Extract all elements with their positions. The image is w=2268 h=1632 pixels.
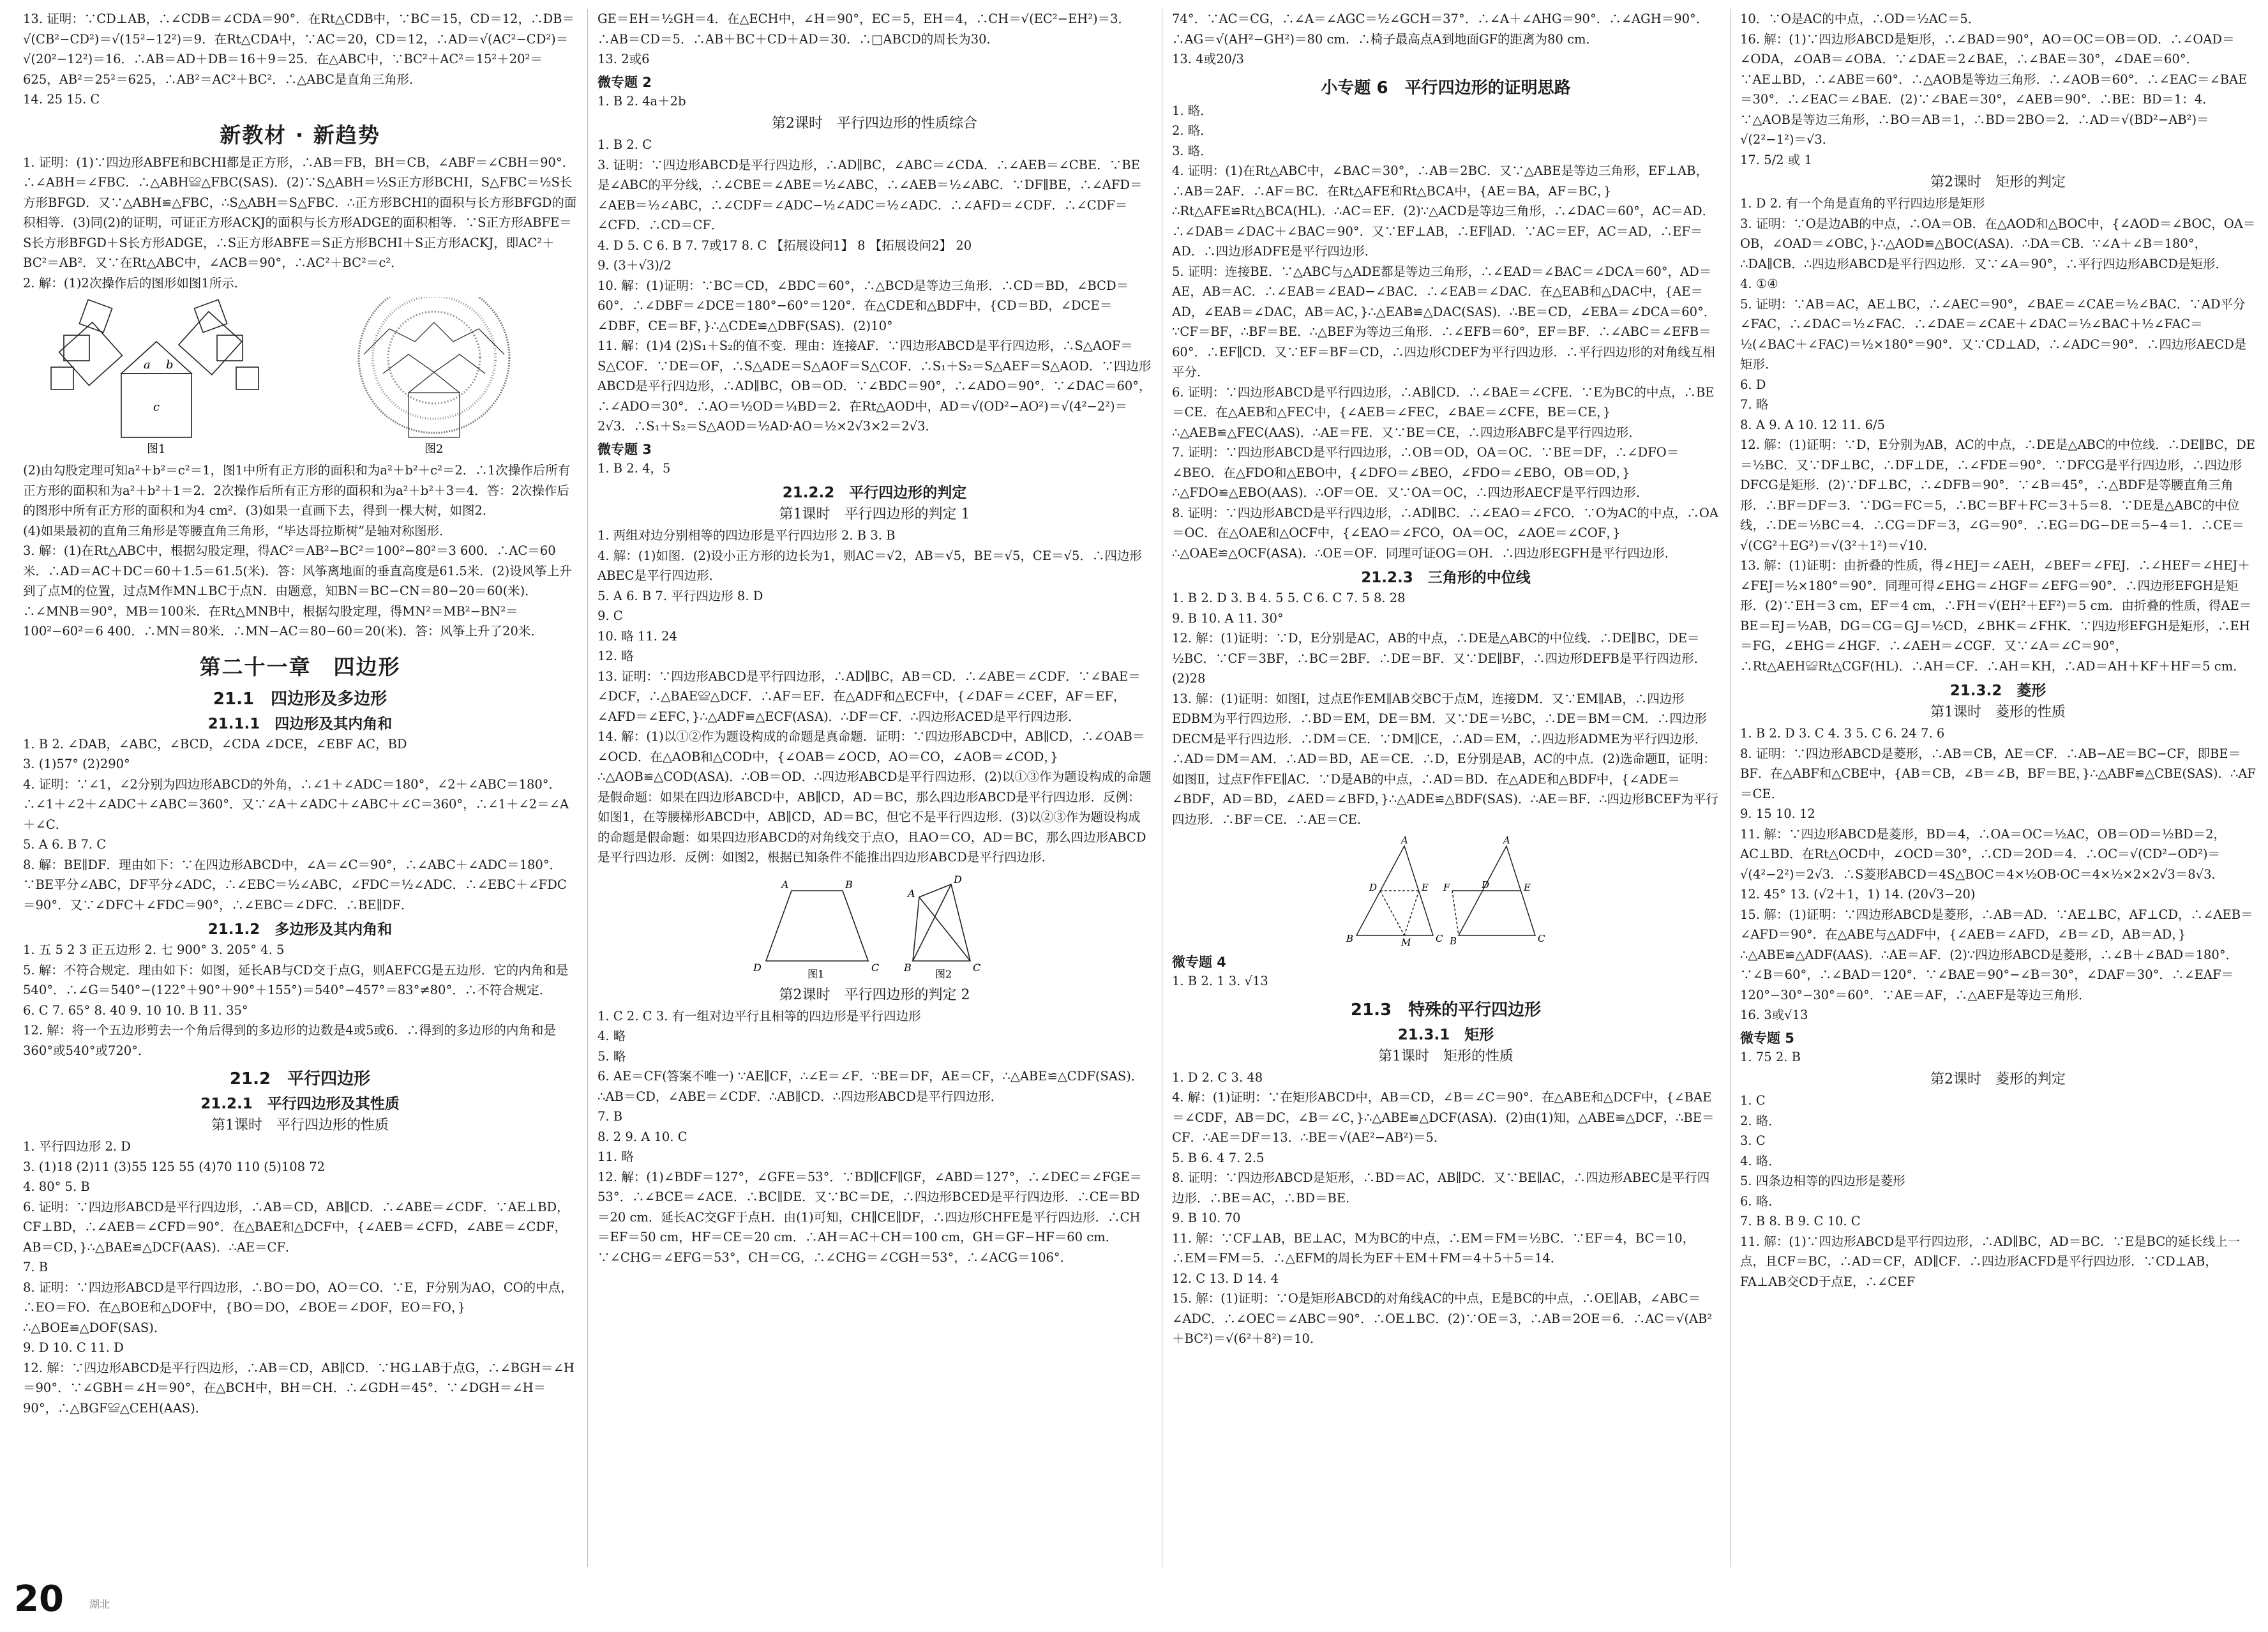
answer-block bbox=[597, 9, 1152, 70]
answer-line: 3. (1)18 (2)11 (3)55 125 55 (4)70 110 (5)108 72 bbox=[23, 1159, 326, 1174]
answer-block bbox=[1740, 9, 2256, 170]
answer-block bbox=[1172, 9, 1720, 70]
answer-line: 1. B 2. D 3. B 4. 5 5. C 6. C 7. 5 8. 28 bbox=[1172, 591, 1406, 605]
answer-block bbox=[23, 734, 577, 916]
column-1 bbox=[19, 9, 581, 1567]
answer-line: 2. 略． bbox=[1740, 1113, 1781, 1128]
midline-figures bbox=[1344, 833, 1548, 948]
subsection-heading: 21.2.2 平行四边形的判定 bbox=[782, 485, 967, 501]
subsection-heading: 21.2.1 平行四边形及其性质 bbox=[200, 1096, 400, 1112]
answer-line: 1. D 2. 有一个角是直角的平行四边形是矩形 bbox=[1740, 196, 1985, 211]
answer-block bbox=[1172, 1068, 1720, 1349]
answer-block bbox=[1172, 971, 1720, 992]
lesson-heading: 第1课时 平行四边形的性质 bbox=[211, 1117, 389, 1133]
point-label: A bbox=[908, 887, 915, 900]
answer-line: 9. C bbox=[597, 608, 623, 623]
answer-line: 8. 证明：∵四边形ABCD是菱形，∴AB＝CB，AE＝CF．∴AB−AE＝BC−CF，即BE＝BF．在△ABF和△CBE中，{AB＝CB，∠B＝∠B，BF＝BE，}∴△ABF≌△CBE(SAS)．∴AF＝CE． bbox=[1740, 746, 2256, 801]
answer-line: 1. B 2. 4a＋2b bbox=[597, 93, 686, 109]
lesson-heading: 第1课时 菱形的性质 bbox=[1930, 704, 2066, 720]
answer-line: 5. 证明：连接BE．∵△ABC与△ADE都是等边三角形，∴∠EAD＝∠BAC＝∠DCA＝60°，AD＝AE，AB＝AC．∴∠EAB＝∠EAD−∠BAC．∴∠EAB＝∠DAC．在△EAB和△DAC中，{AE＝AD，∠EAB＝∠DAC，AB＝AC，}∴△EAB≌△DAC(SAS)．∴BE＝CD，∠EBA＝∠DCA＝60°．∵CF＝BF，∴BF＝BE．∴△BEF为等边三角形．∴∠EFB＝60°，EF＝BF．∴∠ABC＝∠EFB＝60°．∴EF∥CD．又∵EF＝BF＝CD，∴四边形CDEF为平行四边形．∴平行四边形的对角线互相平分． bbox=[1172, 264, 1716, 379]
answer-line: 2. 解：(1)2次操作后的图形如图1所示． bbox=[23, 275, 247, 291]
answer-line: 6. C 7. 65° 8. 40 9. 10 10. B 11. 35° bbox=[23, 1002, 248, 1018]
answer-line: 13. 解：(1)证明：由折叠的性质，得∠HEJ＝∠AEH，∠BEF＝∠FEJ．∴∠HEF＝∠HEJ＋∠FEJ＝½×180°＝90°．同理可得∠EHG＝∠HGF＝∠EFG＝90°．∴四边形EFGH是矩形．(2)∵EH＝3 cm，EF＝4 cm，∴FH＝√(EH²＋EF²)＝5 cm．由折叠的性质，得AE＝BE＝EJ＝½AB，DG＝CG＝GJ＝½CD，∠BHK＝∠FHK．∵四边形EFGH是矩形，∴EH＝FG，∠EHG＝∠HGF．∴∠AEH＝∠CGF．又∵∠A＝∠C＝90°，∴Rt△AEH≌Rt△CGF(HL)．∴AH＝CF．∴AH＝KH，∴AD＝AH＋KF＋HF＝5 cm． bbox=[1740, 558, 2252, 674]
answer-line: 10. 略 11. 24 bbox=[597, 628, 677, 644]
answer-line: 4. 证明：∵∠1，∠2分别为四边形ABCD的外角，∴∠1＋∠ADC＝180°，∠2＋∠ABC＝180°．∴∠1＋∠2＋∠ADC＋∠ABC＝360°．又∵∠A＋∠ADC＋∠ABC＋∠C＝360°，∴∠1＋∠2＝∠A＋∠C． bbox=[23, 776, 569, 832]
point-label: C bbox=[1538, 933, 1545, 944]
answer-line: 1. B 2. C bbox=[597, 137, 652, 152]
column-2 bbox=[594, 9, 1155, 1567]
point-label: D bbox=[1369, 882, 1378, 893]
answer-line: 4. 解：(1)如图．(2)设小正方形的边长为1，则AC＝√2，AB＝√5，BE＝√5，CE＝√5．∴四边形ABEC是平行四边形． bbox=[597, 548, 1142, 583]
answer-line: 8. A 9. A 10. 12 11. 6/5 bbox=[1740, 417, 1885, 432]
label-c: c bbox=[153, 400, 160, 414]
answer-line: 8. 证明：∵四边形ABCD是平行四边形，∴AD∥BC．∴∠EAO＝∠FCO．∵O为AC的中点，∴OA＝OC．在△OAE和△OCF中，{∠EAO＝∠FCO，OA＝OC，∠AOE＝∠COF，}∴△OAE≌△OCF(ASA)．∴OE＝OF．同理可证OG＝OH．∴四边形EGFH是平行四边形． bbox=[1172, 505, 1718, 561]
lesson-heading: 第2课时 菱形的判定 bbox=[1930, 1071, 2066, 1087]
answer-line: 12. 解：将一个五边形剪去一个角后得到的多边形的边数是4或5或6．∴得到的多边形的内角和是360°或540°或720°． bbox=[23, 1023, 556, 1058]
answer-line: 1. B 2. D 3. C 4. 3 5. C 6. 24 7. 6 bbox=[1740, 726, 1945, 741]
answer-line: 13. 证明：∵CD⊥AB，∴∠CDB＝∠CDA＝90°．在Rt△CDB中，∵BC＝15，CD＝12，∴DB＝√(CB²−CD²)＝√(15²−12²)＝9．在Rt△CDA中，∵AC＝20，CD＝12，∴AD＝√(AC²−CD²)＝√(20²−12²)＝16．∴AB＝AD＋DB＝16＋9＝25．在△ABC中，∵BC²＋AC²＝15²＋20²＝625，AB²＝25²＝625，∴AB²＝AC²＋BC²．∴△ABC是直角三角形． bbox=[23, 11, 575, 87]
section-heading: 21.2 平行四边形 bbox=[229, 1069, 371, 1089]
answer-line: 6. 略． bbox=[1740, 1193, 1781, 1209]
answer-block bbox=[1740, 723, 2256, 1025]
answer-line: GE＝EH＝½GH＝4．在△ECH中，∠H＝90°，EC＝5，EH＝4，∴CH＝√(EC²−EH²)＝3．∴AB＝CD＝5．∴AB＋BC＋CD＋AD＝30．∴□ABCD的周长为30． bbox=[597, 11, 1131, 47]
answer-line: (2)由勾股定理可知a²＋b²＝c²＝1，图1中所有正方形的面积和为a²＋b²＋c²＝2．∴1次操作后所有正方形的面积和为a²＋b²＋1＝2．2次操作后所有正方形的面积和为a²＋b²＋3＝4．答：2次操作后的图形中所有正方形的面积和为4 cm²．(3)如果一直画下去，得到一棵大树，如图2． bbox=[23, 463, 571, 518]
answer-line: 8. 证明：∵四边形ABCD是平行四边形，∴BO＝DO，AO＝CO．∵E，F分别为AO，CO的中点，∴EO＝FO．在△BOE和△DOF中，{BO＝DO，∠BOE＝∠DOF，EO＝FO，}∴△BOE≌△DOF(SAS)． bbox=[23, 1280, 573, 1335]
answer-block bbox=[1740, 1091, 2256, 1292]
answer-block bbox=[1740, 1047, 2256, 1068]
caption-figure-2: 图2 bbox=[935, 967, 952, 980]
micro-topic-heading: 微专题 3 bbox=[597, 441, 652, 457]
point-label: C bbox=[973, 961, 981, 974]
column-divider bbox=[587, 9, 588, 1567]
lesson-heading: 第1课时 矩形的性质 bbox=[1378, 1048, 1513, 1064]
answer-block bbox=[597, 135, 1152, 437]
answer-block bbox=[23, 9, 577, 110]
answer-line: 5. 证明：∵AB＝AC，AE⊥BC，∴∠AEC＝90°，∠BAE＝∠CAE＝½∠BAC．∵AD平分∠FAC，∴∠DAC＝½∠FAC．∴∠DAE＝∠CAE＋∠DAC＝½∠BAC＋½∠FAC＝½(∠BAC＋∠FAC)＝½×180°＝90°．又∵CD⊥AD，∴∠ADC＝90°．∴四边形AECD是矩形． bbox=[1740, 296, 2247, 372]
answer-line: 4. 略． bbox=[1740, 1153, 1781, 1168]
figure-trapezoid bbox=[766, 891, 868, 961]
point-label: A bbox=[781, 878, 789, 891]
answer-line: 14. 解：(1)以①②作为题设构成的命题是真命题．证明：∵四边形ABCD中，AB∥CD，∴∠OAB＝∠OCD．在△AOB和△COD中，{∠OAB＝∠OCD，AO＝CO，∠AOB＝∠COD，}∴△AOB≌△COD(ASA)．∴OB＝OD．∴四边形ABCD是平行四边形．(2)以①③作为题设构成的命题是假命题：如果在四边形ABCD中，AB∥CD，AD＝BC，那么四边形ABCD是平行四边形．反例：如图1，在等腰梯形ABCD中，AB∥CD，AD＝BC，但它不是平行四边形．(3)以②③作为题设构成的命题是假命题：如果四边形ABCD的对角线交于点O，且AO＝CO，AD＝BC，那么四边形ABCD是平行四边形．反例：如图2，根据已知条件不能推出四边形ABCD是平行四边形． bbox=[597, 729, 1152, 865]
column-4 bbox=[1736, 9, 2260, 1567]
answer-line: 15. 解：(1)证明：∵四边形ABCD是菱形，∴AB＝AD．∵AE⊥BC，AF⊥CD，∴∠AEB＝∠AFD＝90°．在△ABE与△ADF中，{∠AEB＝∠AFD，∠B＝∠D，AB＝AD，}∴△ABE≌△ADF(AAS)．∴AE＝AF．(2)∵四边形ABCD是菱形，∴∠B＋∠BAD＝180°．∵∠B＝60°，∴∠BAD＝120°．∵∠BAE＝90°−∠B＝30°，∠DAF＝30°．∴∠EAF＝120°−30°−30°＝60°．∵AE＝AF，∴△AEF是等边三角形． bbox=[1740, 907, 2253, 1002]
answer-line: 7. 略 bbox=[1740, 397, 1769, 412]
answer-block bbox=[23, 460, 577, 642]
subsection-heading: 21.3.1 矩形 bbox=[1397, 1026, 1494, 1043]
answer-line: 6. AE＝CF(答案不唯一) ∵AE∥CF，∴∠E＝∠F．∵BE＝DF，AE＝CF，∴△ABE≌△CDF(SAS)．∴AB＝CD，∠ABE＝∠CDF．∴AB∥CD．∴四边形ABCD是平行四边形． bbox=[597, 1069, 1144, 1104]
answer-line: 1. 五 5 2 3 正五边形 2. 七 900° 3. 205° 4. 5 bbox=[23, 942, 285, 957]
answer-line: 1. C bbox=[1740, 1093, 1766, 1108]
figure-quadrilateral bbox=[913, 884, 970, 961]
answer-line: 10．∵O是AC的中点，∴OD＝½AC＝5． bbox=[1740, 11, 1981, 26]
answer-block bbox=[23, 153, 577, 294]
micro-topic-heading: 微专题 4 bbox=[1172, 955, 1226, 970]
answer-block bbox=[597, 458, 1152, 479]
answer-line: 3. C bbox=[1740, 1133, 1766, 1148]
point-label: A bbox=[1401, 835, 1408, 846]
point-label: D bbox=[753, 961, 762, 974]
answer-line: 1. B 2. 1 3. √13 bbox=[1172, 974, 1268, 988]
figure-1 bbox=[51, 299, 259, 437]
point-label: B bbox=[904, 961, 912, 974]
answer-line: 9. B 10. A 11. 30° bbox=[1172, 610, 1284, 626]
answer-line: 10. 解：(1)证明：∵BC＝CD，∠BDC＝60°，∴△BCD是等边三角形．∴CD＝BD，∠BCD＝60°．∴∠DBF＝∠DCE＝180°−60°＝120°．在△CDE和△BDF中，{CD＝BD，∠DCE＝∠DBF，CE＝BF，}∴△CDE≌△DBF(SAS)．(2)10° bbox=[597, 278, 1129, 333]
answer-line: 6. D bbox=[1740, 377, 1766, 392]
caption-figure-1: 图1 bbox=[147, 442, 166, 456]
answer-line: 7. B bbox=[597, 1109, 623, 1124]
point-label: C bbox=[1436, 933, 1443, 944]
answer-line: 11. 解：(1)4 (2)S₁＋S₂的值不变．理由：连接AF．∵四边形ABCD是平行四边形，∴S△AOF＝S△COF．∵DE＝OF，∴S△ADE＝S△AOF＝S△COF．∴S₁＋S₂＝S△AEF＝S△AOD．∵四边形ABCD是平行四边形，∴AD∥BC，OB＝OD．∵∠BDC＝90°，∴∠ADO＝90°．∵∠DAC＝60°，∴∠ADO＝30°．∴AO＝½OD＝¼BD＝2．在Rt△AOD中，AD＝√(OD²−AO²)＝√(4²−2²)＝2√3．∴S₁＋S₂＝S△AOD＝½AD·AO＝½×2√3×2＝2√3． bbox=[597, 338, 1152, 434]
answer-line: (4)如果最初的直角三角形是等腰直角三角形，“毕达哥拉斯树”是轴对称图形． bbox=[23, 523, 452, 538]
answer-block bbox=[1740, 193, 2256, 676]
figure-2 bbox=[359, 297, 509, 437]
answer-line: 4. D 5. C 6. B 7. 7或17 8. C 【拓展设问1】 8 【拓展设问2】 20 bbox=[597, 238, 972, 253]
answer-line: 12. 45° 13. (√2＋1，1) 14. (20√3−20) bbox=[1740, 887, 1976, 902]
answer-line: 5. 四条边相等的四边形是菱形 bbox=[1740, 1174, 1905, 1188]
point-label: C bbox=[871, 961, 880, 974]
region-label: 湖北 bbox=[89, 1598, 110, 1610]
point-label: B bbox=[1346, 933, 1354, 944]
answer-line: 5. A 6. B 7. C bbox=[23, 837, 107, 852]
answer-line: 8. 2 9. A 10. C bbox=[597, 1129, 687, 1144]
answer-line: 12. 略 bbox=[597, 649, 634, 663]
answer-line: 5. 解：不符合规定．理由如下：如图，延长AB与CD交于点G，则AEFCG是五边形．它的内角和是540°．∴∠G＝540°−(122°＋90°＋90°＋155°)＝540°−457°＝83°≠80°．∴不符合规定． bbox=[23, 962, 569, 997]
answer-line: 5. 略 bbox=[597, 1048, 626, 1064]
lesson-heading: 第1课时 平行四边形的判定 1 bbox=[779, 506, 970, 522]
label-b: b bbox=[166, 358, 174, 372]
counterexample-figures bbox=[740, 872, 1009, 980]
answer-line: 1. 略． bbox=[1172, 103, 1213, 118]
answer-line: 13. 证明：∵四边形ABCD是平行四边形，∴AD∥BC，AB＝CD．∴∠ABE＝∠CDF．∵∠BAE＝∠DCF，∴△BAE≌△DCF．∴AF＝EF．在△ADF和△ECF中，{∠DAF＝∠CEF，AF＝EF，∠AFD＝∠EFC，}∴△ADF≌△ECF(ASA)．∴DF＝CF．∴四边形ACED是平行四边形． bbox=[597, 669, 1141, 724]
answer-line: 2. 略． bbox=[1172, 123, 1213, 138]
point-label: D bbox=[1482, 879, 1490, 891]
micro-topic-heading: 微专题 2 bbox=[597, 74, 652, 90]
answer-line: 12. 解：(1)证明：∵D，E分别是AC，AB的中点，∴DE是△ABC的中位线．∴DE∥BC，DE＝½BC．∵CF＝3BF，∴BC＝2BF．∴DE＝BF．又∵DE∥BF，∴四边形DEFB是平行四边形．(2)28 bbox=[1172, 631, 1707, 686]
figure-II bbox=[1452, 846, 1535, 935]
answer-block bbox=[597, 91, 1152, 112]
answer-line: 15. 解：(1)证明：∵O是矩形ABCD的对角线AC的中点，E是BC的中点，∴OE∥AB，∠ABC＝∠ADC．∴∠OEC＝∠ABC＝90°．∴OE⊥BC．(2)∵OE＝3，∴AB＝2OE＝6．∴AC＝√(AB²＋BC²)＝√(6²＋8²)＝10． bbox=[1172, 1291, 1713, 1346]
answer-line: 11. 解：∵四边形ABCD是菱形，BD＝4，∴OA＝OC＝½AC，OB＝OD＝½BD＝2，AC⊥BD．在Rt△OCD中，∠OCD＝30°，∴CD＝2OD＝4．∴OC＝√(CD²−OD²)＝√(4²−2²)＝2√3．∴S菱形ABCD＝4S△BOC＝4×½OB·OC＝4×½×2×2√3＝8√3． bbox=[1740, 826, 2226, 882]
subsection-heading: 21.1.1 四边形及其内角和 bbox=[207, 715, 393, 732]
point-label: A bbox=[1503, 835, 1510, 846]
point-label: M bbox=[1401, 937, 1411, 948]
answer-line: 13. 解：(1)证明：如图Ⅰ，过点E作EM∥AB交BC于点M，连接DM．又∵EM∥AB，∴四边形EDBM为平行四边形．∴BD＝EM，DE＝BM．又∵DE＝½BC，∴DE＝BM＝CM．∴四边形DECM是平行四边形．∴DM＝CE．∵DM∥CE，∴AD＝EM，∴四边形ADME为平行四边形．∴AD＝DM＝AM．∴AD＝BD，AE＝CE．∴D，E分别是AB，AC的中点．(2)选命题Ⅱ，证明：如图Ⅱ，过点F作FE∥AC．∵D是AB的中点，∴AD＝BD．在△ADE和△BDF中，{∠ADE＝∠BDF，AD＝BD，∠AED＝∠BFD，}∴△ADE≌△BDF(SAS)．∴AE＝BF．∴四边形BCEF为平行四边形．∴BF＝CE．∴AE＝CE． bbox=[1172, 691, 1718, 827]
answer-line: 12. 解：∵四边形ABCD是平行四边形，∴AB＝CD，AB∥CD．∵HG⊥AB于点G，∴∠BGH＝∠H＝90°．∵∠GBH＝∠H＝90°，在△BCH中，BH＝CH．∴∠GDH＝45°．∵∠DGH＝∠H＝90°，∴△BGF≌△CEH(AAS)． bbox=[23, 1360, 575, 1416]
answer-line: 6. 证明：∵四边形ABCD是平行四边形，∴AB＝CD，AB∥CD．∴∠ABE＝∠CDF．∵AE⊥BD，CF⊥BD，∴∠AEB＝∠CFD＝90°．在△BAE和△DCF中，{∠AEB＝∠CFD，∠ABE＝∠CDF，AB＝CD，}∴△BAE≌△DCF(AAS)．∴AE＝CF． bbox=[23, 1199, 569, 1255]
answer-block bbox=[1172, 101, 1720, 564]
answer-line: 9. (3＋√3)/2 bbox=[597, 258, 672, 273]
answer-line: 13. 2或6 bbox=[597, 52, 650, 66]
caption-figure-1: 图1 bbox=[807, 967, 825, 980]
page-number: 20 bbox=[14, 1578, 64, 1620]
answer-line: 1. 75 2. B bbox=[1740, 1049, 1801, 1064]
answer-block bbox=[597, 1006, 1152, 1268]
answer-line: 11. 解：∵CF⊥AB，BE⊥AC，M为BC的中点，∴EM＝FM＝½BC．∵EF＝4，BC＝10，∴EM＝FM＝5．∴△EFM的周长为EF＋EM＋FM＝4＋5＋5＝14． bbox=[1172, 1230, 1695, 1266]
answer-line: 3. 证明：∵O是边AB的中点，∴OA＝OB．在△AOD和△BOC中，{∠AOD＝∠BOC，OA＝OB，∠OAD＝∠OBC，}∴△AOD≌△BOC(ASA)．∴DA＝CB．∵∠A＋∠B＝180°，∴DA∥CB．∴四边形ABCD是平行四边形．又∵∠A＝90°，∴平行四边形ABCD是矩形． bbox=[1740, 216, 2256, 271]
answer-block bbox=[597, 525, 1152, 868]
answer-line: 4. ①④ bbox=[1740, 276, 1778, 291]
answer-line: 8. 证明：∵四边形ABCD是矩形，∴BD＝AC，AB∥DC．又∵BE∥AC，∴四边形ABEC是平行四边形．∴BE＝AC，∴BD＝BE． bbox=[1172, 1170, 1710, 1205]
answer-line: 4. 略 bbox=[597, 1029, 626, 1043]
answer-line: 11. 解：(1)∵四边形ABCD是平行四边形，∴AD∥BC，AD＝BC．∵E是BC的延长线上一点，且CF＝BC，∴AD＝CF，AD∥CF．∴四边形ACFD是平行四边形．∵CD⊥AB，FA⊥AB交CD于点E，∴∠CEF bbox=[1740, 1234, 2241, 1289]
answer-line: 13. 4或20/3 bbox=[1172, 52, 1244, 66]
answer-line: 7. B bbox=[23, 1260, 49, 1274]
answer-block bbox=[23, 940, 577, 1061]
answer-line: 3. (1)57° (2)290° bbox=[23, 757, 130, 771]
answer-line: 1. 平行四边形 2. D bbox=[23, 1139, 131, 1154]
answer-line: 74°．∵AC＝CG，∴∠A＝∠AGC＝½∠GCH＝37°．∴∠A＋∠AHG＝90°．∴∠AGH＝90°．∴AG＝√(AH²−GH²)＝80 cm．∴椅子最高点A到地面GF的距离为80 cm． bbox=[1172, 11, 1709, 47]
answer-line: 14. 25 15. C bbox=[23, 92, 100, 107]
point-label: B bbox=[845, 878, 853, 891]
answer-line: 4. 证明：(1)在Rt△ABC中，∠BAC＝30°，∴AB＝2BC．又∵△ABE是等边三角形，EF⊥AB，∴AB＝2AF．∴AF＝BC．在Rt△AFE和Rt△BCA中，{AE＝BA，AF＝BC，}∴Rt△AFE≌Rt△BCA(HL)．∴AC＝EF．(2)∵△ACD是等边三角形，∴∠DAC＝60°，AC＝AD．∴∠DAB＝∠DAC＋∠BAC＝90°．又∵EF⊥AB，∴EF∥AD．∵AC＝EF，AC＝AD，∴EF＝AD．∴四边形ADFE是平行四边形． bbox=[1172, 163, 1715, 259]
answer-line: 5. B 6. 4 7. 2.5 bbox=[1172, 1150, 1265, 1165]
section-heading: 21.3 特殊的平行四边形 bbox=[1350, 1000, 1542, 1020]
answer-line: 9. B 10. 70 bbox=[1172, 1211, 1241, 1225]
answer-line: 5. A 6. B 7. 平行四边形 8. D bbox=[597, 588, 763, 603]
subsection-heading: 21.3.2 菱形 bbox=[1949, 683, 2046, 699]
topic-heading: 小专题 6 平行四边形的证明思路 bbox=[1321, 78, 1571, 98]
point-label: E bbox=[1422, 882, 1429, 893]
answer-line: 9. 15 10. 12 bbox=[1740, 806, 1815, 821]
point-label: F bbox=[1443, 882, 1450, 893]
answer-line: 1. 两组对边分别相等的四边形是平行四边形 2. B 3. B bbox=[597, 528, 896, 543]
answer-line: 9. D 10. C 11. D bbox=[23, 1340, 124, 1355]
answer-line: 7. B 8. B 9. C 10. C bbox=[1740, 1214, 1861, 1228]
answer-line: 3. 证明：∵四边形ABCD是平行四边形，∴AD∥BC，∠ABC＝∠CDA．∴∠AEB＝∠CBE．∵BE是∠ABC的平分线，∴∠CBE＝∠ABE＝½∠ABC，∴∠AEB＝½∠ABC．∵DF∥BE，∴∠AFD＝∠AEB＝½∠ABC，∴∠CDF＝∠ADC−½∠ADC＝½∠ADC．∴∠AFD＝∠CDF．∴∠CDF＝∠CFD．∴CD＝CF． bbox=[597, 157, 1143, 232]
answer-line: 1. B 2. ∠DAB，∠ABC，∠BCD，∠CDA ∠DCE，∠EBF AC，BD bbox=[23, 736, 407, 752]
column-divider bbox=[1730, 9, 1731, 1567]
answer-line: 12. C 13. D 14. 4 bbox=[1172, 1271, 1279, 1286]
section-heading-new-trends: 新教材 · 新趋势 bbox=[220, 122, 380, 147]
subsection-heading: 21.1.2 多边形及其内角和 bbox=[207, 921, 393, 938]
micro-topic-heading: 微专题 5 bbox=[1740, 1030, 1794, 1046]
answer-line: 6. 证明：∵四边形ABCD是平行四边形，∴AB∥CD．∴∠BAE＝∠CFE．∵E为BC的中点，∴BE＝CE．在△AEB和△FEC中，{∠AEB＝∠FEC，∠BAE＝∠CFE，BE＝CE，}∴△AEB≌△FEC(AAS)．∴AE＝FE．又∵BE＝CE，∴四边形ABFC是平行四边形． bbox=[1172, 384, 1715, 440]
answer-line: 12. 解：(1)证明：∵D，E分别为AB，AC的中点，∴DE是△ABC的中位线．∴DE∥BC，DE＝½BC．又∵DF⊥BC，∴DF⊥DE，∴∠FDE＝90°．∵DFCG是平行四边形，∴四边形DFCG是矩形．(2)∵DF⊥BC，∴∠DFB＝90°．∵∠B＝45°，∴△BDF是等腰直角三角形．∴BF＝DF＝3．∵DG＝FC＝5，∴BC＝BF＋FC＝3＋5＝8．∵DE是△ABC的中位线，∴DE＝½BC＝4．∴CG＝DF＝3，∠G＝90°．∴EG＝DG−DE＝5−4＝1．∴CE＝√(CG²＋EG²)＝√(3²＋1²)＝√10． bbox=[1740, 437, 2256, 553]
answer-block bbox=[23, 1137, 577, 1418]
answer-line: 16. 解：(1)∵四边形ABCD是矩形，∴∠BAD＝90°，AO＝OC＝OB＝OD．∴∠OAD＝∠ODA，∠OAB＝∠OBA．∵∠DAE＝2∠BAE，∴∠BAE＝30°，∠DAE＝60°．∵AE⊥BD，∴∠ABE＝60°．∴△AOB是等边三角形．∴∠AOB＝60°．∴∠EAC＝∠BAE＝30°．∴∠EAC＝∠BAE．(2)∵∠BAE＝30°，∠AEB＝90°．∴BE：BD＝1：4．∵△AOB是等边三角形，∴BO＝AB＝1，∴BD＝2BO＝2．∴AD＝√(BD²−AB²)＝√(2²−1²)＝√3． bbox=[1740, 31, 2248, 147]
chapter-heading: 第二十一章 四边形 bbox=[199, 654, 401, 679]
answer-line: 8. 解：BE∥DF．理由如下：∵在四边形ABCD中，∠A＝∠C＝90°，∴∠ABC＋∠ADC＝180°．∵BE平分∠ABC，DF平分∠ADC，∴∠EBC＝½∠ABC，∠FDC＝½∠ADC．∴∠EBC＋∠FDC＝90°．又∵∠DFC＋∠FDC＝90°，∴∠EBC＝∠DFC．∴BE∥DF． bbox=[23, 857, 567, 912]
section-heading: 21.1 四边形及多边形 bbox=[213, 689, 387, 709]
answer-line: 3. 解：(1)在Rt△ABC中，根据勾股定理，得AC²＝AB²−BC²＝100²−80²＝3 600．∴AC＝60米．∴AD＝AC＋DC＝60＋1.5＝61.5(米)．答：风筝离地面的垂直高度是61.5米．(2)设风筝上升到了点M的位置，过点M作MN⊥BC于点N．由题意，知BN＝BC−CN＝80−20＝60(米)．∴∠MNB＝90°，MB＝100米．在Rt△MNB中，根据勾股定理，得MN²＝MB²−BN²＝100²−60²＝6 400．∴MN＝80米．∴MN−AC＝80−60＝20(米)．答：风筝上升了20米． bbox=[23, 543, 572, 638]
answer-line: 12. 解：(1)∠BDF＝127°，∠GFE＝53°．∵BD∥CF∥GF，∠ABD＝127°，∴∠DEC＝∠FGE＝53°．∴∠BCE＝∠ACE．∴BC∥DE．又∵BC＝DE，∴四边形BCED是平行四边形．∴CE＝BD＝20 cm．延长AC交GF于点H．由(1)可知，CH∥CE∥DF，∴四边形CHFE是平行四边形．∴CH＝EF＝50 cm，HF＝CE＝20 cm．∴AH＝AC＋CH＝100 cm，GH＝GF−HF＝60 cm．∵∠CHG＝∠EFG＝53°，CH＝CG，∴∠CHG＝∠CGH＝53°，∴∠ACG＝106°． bbox=[597, 1169, 1143, 1265]
lesson-heading: 第2课时 平行四边形的性质综合 bbox=[772, 116, 977, 132]
answer-line: 16. 3或√13 bbox=[1740, 1008, 1808, 1022]
answer-line: 17. 5/2 或 1 bbox=[1740, 152, 1812, 167]
answer-line: 1. 证明：(1)∵四边形ABFE和BCHI都是正方形，∴AB＝FB，BH＝CB，∠ABF＝∠CBH＝90°．∴∠ABH＝∠FBC．∴△ABH≌△FBC(SAS)．(2)∵S△ABH＝½S正方形BCHI，S△FBC＝½S长方形BFGD．又∵△ABH≌△FBC，∴S△ABH＝S△FBC．∴正方形BCHI的面积与长方形BFGD的面积相等．(3)同(2)的证明，可证正方形ACKJ的面积与长方形ADGE的面积相等．∵S正方形ABFE＝S长方形BFGD＋S长方形ADGE，∴S正方形ABFE＝S正方形BCHI＋S正方形ACKJ，即AC²＋BC²＝AB²．又∵在Rt△ABC中，∠ACB＝90°，∴AC²＋BC²＝c²． bbox=[23, 155, 577, 270]
column-3 bbox=[1168, 9, 1724, 1567]
point-label: D bbox=[954, 873, 962, 886]
answer-line: 11. 略 bbox=[597, 1149, 634, 1164]
lesson-heading: 第2课时 平行四边形的判定 2 bbox=[779, 986, 970, 1003]
pythagoras-tree-figures bbox=[26, 297, 575, 457]
answer-line: 4. 80° 5. B bbox=[23, 1179, 90, 1194]
answer-line: 1. D 2. C 3. 48 bbox=[1172, 1069, 1263, 1085]
answer-line: 7. 证明：∵四边形ABCD是平行四边形，∴OB＝OD，OA＝OC．∵BE＝DF，∴∠DFO＝∠BEO．在△FDO和△EBO中，{∠DFO＝∠BEO，∠FDO＝∠EBO，OB＝OD，}∴△FDO≌△EBO(AAS)．∴OF＝OE．又∵OA＝OC，∴四边形AECF是平行四边形． bbox=[1172, 445, 1679, 500]
label-a: a bbox=[144, 358, 151, 372]
point-label: B bbox=[1450, 935, 1457, 947]
lesson-heading: 第2课时 矩形的判定 bbox=[1930, 174, 2066, 190]
answer-line: 1. B 2. 4，5 bbox=[597, 460, 671, 476]
answer-line: 1. C 2. C 3. 有一组对边平行且相等的四边形是平行四边形 bbox=[597, 1008, 921, 1024]
answer-line: 4. 解：(1)证明：∵在矩形ABCD中，AB＝CD，∠B＝∠C＝90°．在△ABE和△DCF中，{∠BAE＝∠CDF，AB＝DC，∠B＝∠C，}∴△ABE≌△DCF(ASA)．(2)由(1)知，△ABE≌△DCF，∴BE＝CF．∴AE＝DF＝13．∴BE＝√(AE²−AB²)＝5． bbox=[1172, 1090, 1715, 1145]
point-label: E bbox=[1524, 882, 1531, 893]
subsection-heading: 21.2.3 三角形的中位线 bbox=[1361, 570, 1531, 586]
answer-line: 3. 略． bbox=[1172, 143, 1213, 158]
caption-figure-2: 图2 bbox=[424, 442, 444, 456]
answer-block bbox=[1172, 588, 1720, 829]
